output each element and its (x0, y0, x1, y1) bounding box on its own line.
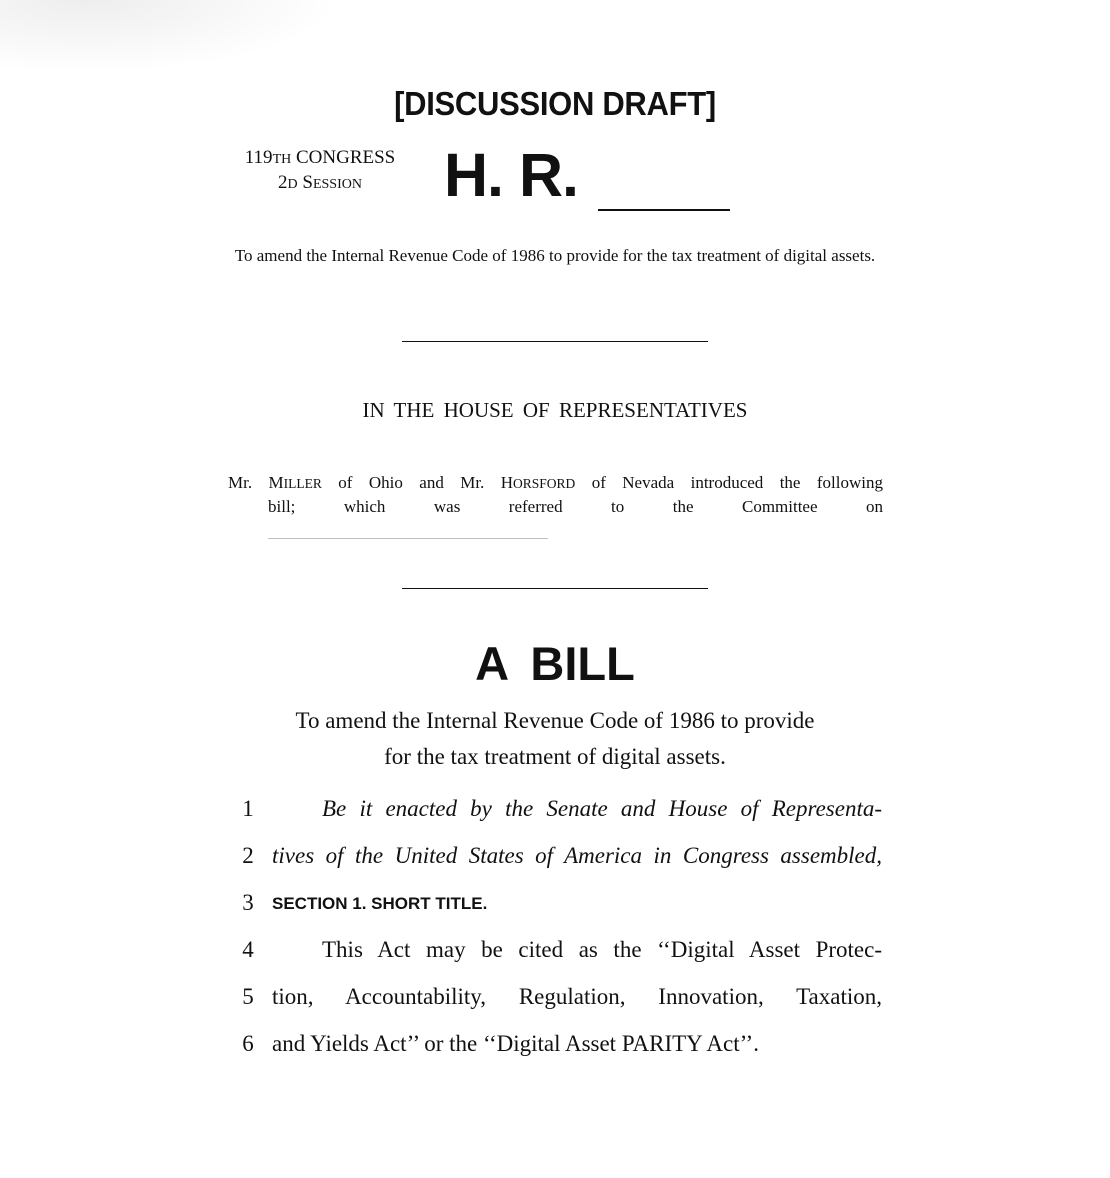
line-number: 5 (242, 984, 254, 1009)
committee-blank (268, 538, 548, 539)
bill-line (222, 796, 888, 832)
long-title (222, 703, 888, 775)
line-number: 1 (242, 796, 254, 821)
long-title-line-2: for the tax treatment of digital assets. (384, 744, 726, 769)
bill-line (222, 1031, 888, 1067)
bill-line (222, 984, 888, 1020)
line-text: This Act may be cited as the ‘‘Digital Asset Protec- (322, 937, 882, 962)
line-number: 2 (242, 843, 254, 868)
page-corner-shadow (0, 0, 360, 80)
session-number: 2D SESSION (278, 172, 362, 193)
divider-rule-bottom (402, 588, 708, 589)
bill-line (222, 890, 888, 926)
divider-rule-top (402, 341, 708, 342)
sponsors-paragraph (228, 471, 883, 518)
line-text: tion, Accountability, Regulation, Innovation, Taxation, (272, 984, 882, 1009)
line-number: 4 (242, 937, 254, 962)
line-number: 3 (242, 890, 254, 915)
short-description: To amend the Internal Revenue Code of 1986 to provide for the tax treatment of digital assets. (234, 246, 876, 265)
line-text: and Yields Act’’ or the ‘‘Digital Asset PARITY Act’’. (272, 1031, 759, 1056)
bill-line (222, 843, 888, 879)
line-text: tives of the United States of America in Congress assembled, (272, 843, 882, 868)
bill-number-blank (598, 209, 730, 211)
line-text: Be it enacted by the Senate and House of Representa- (322, 796, 882, 821)
long-title-line-1: To amend the Internal Revenue Code of 1986 to provide (295, 708, 815, 733)
discussion-draft-header: [DISCUSSION DRAFT] (394, 84, 716, 123)
congress-number: 119TH CONGRESS (244, 147, 396, 168)
house-heading: IN THE HOUSE OF REPRESENTATIVES (362, 398, 748, 422)
section-heading: SECTION 1. SHORT TITLE. (272, 894, 488, 913)
a-bill-heading: A BILL (475, 637, 635, 690)
line-number: 6 (242, 1031, 254, 1056)
congress-session-block (222, 146, 418, 196)
sponsors-line-2: bill; which was referred to the Committee on (268, 497, 883, 516)
sponsors-line-1: Mr. MILLER of Ohio and Mr. HORSFORD of Nevada introduced the following (228, 473, 883, 492)
bill-line (222, 937, 888, 973)
bill-number-label: H. R. (444, 141, 578, 209)
